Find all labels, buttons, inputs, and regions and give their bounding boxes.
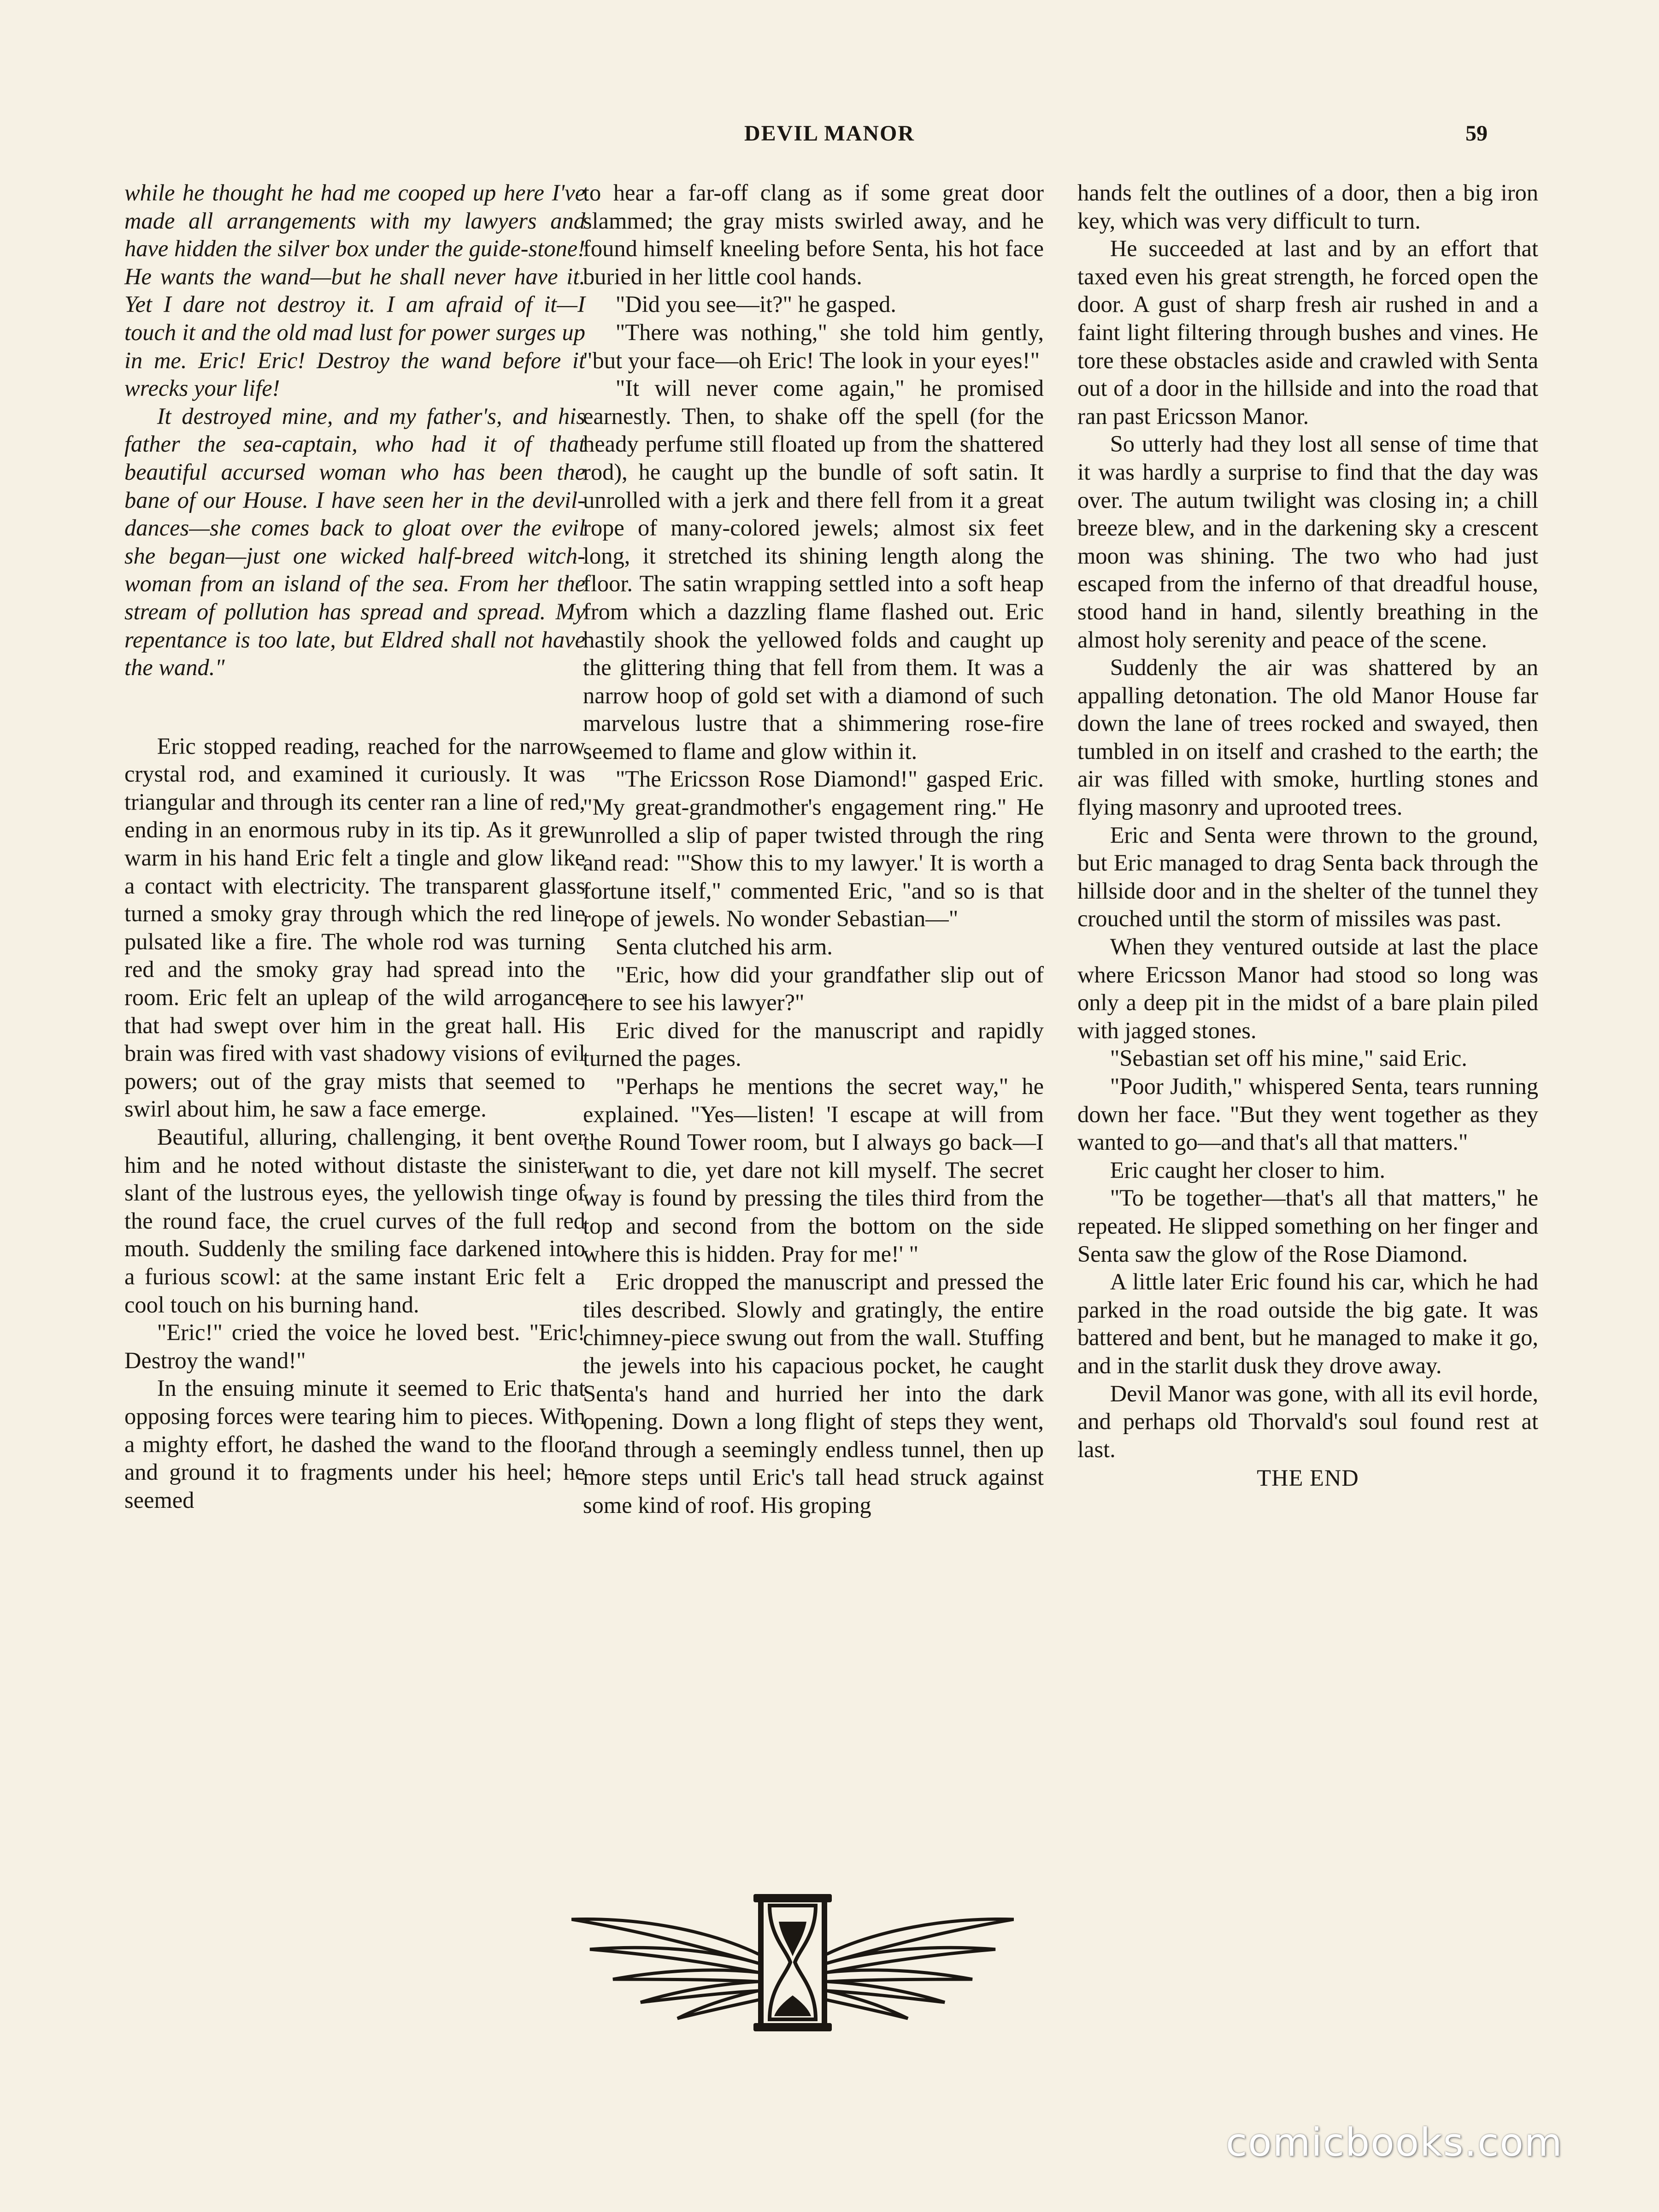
paragraph: while he thought he had me cooped up here I've made all arrangements with my lawyers and have hidden the silver box under the guide-stone! He wants the wand—but he shall never have it. Yet I dare not destroy it. I am afraid of it—I touch it and the old mad lust for power surges up in me. Eric! Eric! Destroy the wand before it wrecks your life! (124, 180, 585, 401)
paragraph: Eric and Senta were thrown to the ground, but Eric managed to drag Senta back through the hillside door and in the shelter of the tunnel they crouched until the storm of missiles was past. (1077, 822, 1538, 932)
paragraph: Eric caught her closer to him. (1110, 1157, 1386, 1183)
paragraph: "To be together—that's all that matters," he repeated. He slipped something on her finger and Senta saw the glow of the Rose Diamond. (1077, 1185, 1538, 1267)
paragraph: "Sebastian set off his mine," said Eric. (1110, 1045, 1467, 1071)
paragraph: It destroyed mine, and my father's, and his father the sea-captain, who had it of that beautiful accursed woman who has been the bane of our House. I have seen her in the devil-dances—she comes back to gloat over the evil she began—just one wicked half-breed witch-woman from an island of the sea. From her the stream of pollution has spread and spread. My repentance is too late, but Eldred shall not have the wand." (124, 403, 585, 681)
paragraph: Beautiful, alluring, challenging, it bent over him and he noted without distaste the sinister slant of the lustrous eyes, the yellowish tinge of the round face, the cruel curves of the full red mouth. Suddenly the smiling face darkened into a furious scowl: at the same instant Eric felt a cool touch on his burning hand. (124, 1124, 585, 1318)
paragraph: Eric dived for the manuscript and rapidly turned the pages. (583, 1017, 1044, 1071)
paragraph: to hear a far-off clang as if some great door slammed; the gray mists swirled away, and he found himself kneeling before Senta, his hot face buried in her little cool hands. (583, 180, 1044, 289)
column-1 (124, 179, 585, 1514)
paragraph: A little later Eric found his car, which he had parked in the road outside the big gate. It was battered and bent, but he managed to make it go, and in the starlit dusk they drove away. (1077, 1269, 1538, 1378)
paragraph: "Perhaps he mentions the secret way," he explained. "Yes—listen! 'I escape at will from the Round Tower room, but I always go back—I want to die, yet dare not kill myself. The secret way is found by pressing the tiles third from the top and second from the bottom on the side where this is hidden. Pray for me!' " (583, 1073, 1044, 1267)
paragraph: "Did you see—it?" he gasped. (615, 291, 896, 318)
winged-hourglass-ornament (571, 1885, 1014, 2037)
column-3 (1077, 179, 1538, 1492)
paragraph: Senta clutched his arm. (615, 934, 833, 960)
running-head: DEVIL MANOR (744, 121, 915, 146)
paragraph: "Eric!" cried the voice he loved best. "Eric! Destroy the wand!" (124, 1319, 585, 1373)
paragraph: Suddenly the air was shattered by an appalling detonation. The old Manor House far down the lane of trees rocked and swayed, then tumbled in on itself and crashed to the earth; the air was filled with smoke, hurtling stones and flying masonry and uprooted trees. (1077, 654, 1538, 820)
paragraph: "Eric, how did your grandfather slip out of here to see his lawyer?" (583, 961, 1044, 1016)
paragraph: Devil Manor was gone, with all its evil horde, and perhaps old Thorvald's soul found rest at last. (1077, 1380, 1538, 1462)
column-2 (583, 179, 1044, 1519)
paragraph: He succeeded at last and by an effort that taxed even his great strength, he forced open the door. A gust of sharp fresh air rushed in and a faint light filtering through bushes and vines. He tore these obstacles aside and crawled with Senta out of a door in the hillside and into the road that ran past Ericsson Manor. (1077, 235, 1538, 429)
paragraph: In the ensuing minute it seemed to Eric that opposing forces were tearing him to pieces. With a mighty effort, he dashed the wand to the floor and ground it to fragments under his heel; he seemed (124, 1375, 585, 1513)
watermark: comicbooks.com (1226, 2120, 1563, 2165)
paragraph: When they ventured outside at last the place where Ericsson Manor had stood so long was only a deep pit in the midst of a bare plain piled with jagged stones. (1077, 934, 1538, 1043)
page-number: 59 (1465, 121, 1488, 146)
paragraph: Eric dropped the manuscript and pressed the tiles described. Slowly and gratingly, the entire chimney-piece swung out from the wall. Stuffing the jewels into his capacious pocket, he caught Senta's hand and hurried her into the dark opening. Down a long flight of steps they went, and through a seemingly endless tunnel, then up more steps until Eric's tall head struck against some kind of roof. His groping (583, 1269, 1044, 1518)
paragraph: Eric stopped reading, reached for the narrow crystal rod, and examined it curiously. It was triangular and through its center ran a line of red, ending in an enormous ruby in its tip. As it grew warm in his hand Eric felt a tingle and glow like a contact with electricity. The transparent glass turned a smoky gray through which the red line pulsated like a fire. The whole rod was turning red and the smoky gray had spread into the room. Eric felt an upleap of the wild arrogance that had swept over him in the great hall. His brain was fired with vast shadowy visions of evil powers; out of the gray mists that seemed to swirl about him, he saw a face emerge. (124, 733, 585, 1122)
paragraph: "The Ericsson Rose Diamond!" gasped Eric. "My great-grandmother's engagement ring." He unrolled a slip of paper twisted through the ring and read: "'Show this to my lawyer.' It is worth a fortune itself," commented Eric, "and so is that rope of jewels. No wonder Sebastian—" (583, 766, 1044, 932)
the-end-line: THE END (1257, 1465, 1359, 1491)
paragraph: "It will never come again," he promised earnestly. Then, to shake off the spell (for the heady perfume still floated up from the shattered rod), he caught up the bundle of soft satin. It unrolled with a jerk and there fell from it a great rope of many-colored jewels; almost six feet long, it stretched its shining length along the floor. The satin wrapping settled into a soft heap from which a dazzling flame flashed out. Eric hastily shook the yellowed folds and caught up the glittering thing that fell from them. It was a narrow hoop of gold set with a diamond of such marvelous lustre that a shimmering rose-fire seemed to flame and glow within it. (583, 375, 1044, 764)
paragraph: "Poor Judith," whispered Senta, tears running down her face. "But they went together as they wanted to go—and that's all that matters." (1077, 1073, 1538, 1155)
paragraph: "There was nothing," she told him gently, "but your face—oh Eric! The look in your eyes!" (583, 319, 1044, 373)
paragraph: So utterly had they lost all sense of time that it was hardly a surprise to find that the day was over. The autum twilight was closing in; a chill breeze blew, and in the darkening sky a crescent moon was shining. The two who had just escaped from the inferno of that dreadful house, stood hand in hand, silently breathing in the almost holy serenity and peace of the scene. (1077, 431, 1538, 653)
paragraph: hands felt the outlines of a door, then a big iron key, which was very difficult to turn. (1077, 180, 1538, 234)
